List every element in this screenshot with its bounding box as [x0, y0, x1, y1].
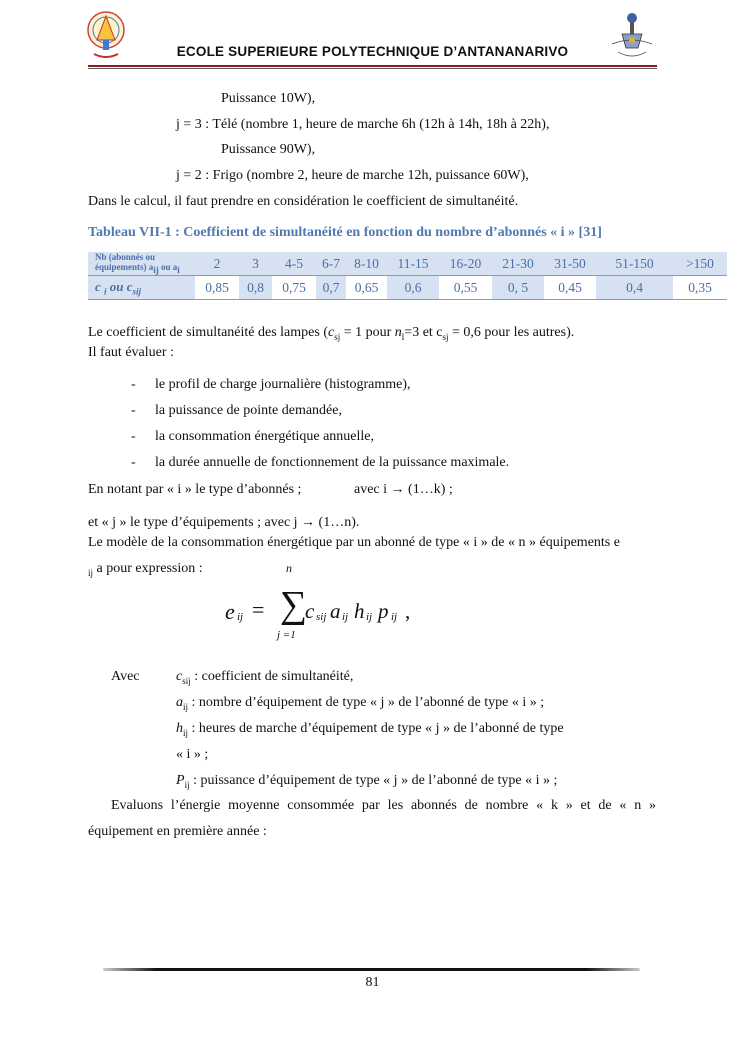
table-header-cell: 3	[239, 252, 272, 276]
header-label-line1: Nb (abonnés ou	[95, 252, 156, 263]
table-value-cell: 0,45	[544, 276, 596, 300]
line-frigo: j = 2 : Frigo (nombre 2, heure de marche 12h, puissance 60W),	[176, 168, 529, 183]
formula-lhs: e	[225, 599, 235, 624]
table-header-cell: 31-50	[544, 252, 596, 276]
bullet-item: le profil de charge journalière (histogramme),	[155, 377, 411, 392]
coefficient-table	[88, 252, 727, 300]
para-notant: En notant par « i » le type d’abonnés ;	[88, 482, 302, 497]
formula-h: h	[354, 599, 365, 623]
header-label-mid: ou a	[158, 262, 178, 273]
value-label-c: c	[95, 278, 105, 294]
symbol-a: a	[176, 695, 183, 710]
symbol-sub: ij	[88, 567, 94, 578]
header-rule-red	[88, 65, 657, 67]
para-evaluer: Il faut évaluer :	[88, 345, 174, 360]
line-puissance-10w: Puissance 10W),	[221, 91, 316, 106]
value-label-sub-sij: sij	[132, 286, 142, 297]
table-header-cell: 11-15	[387, 252, 439, 276]
table-value-cell: 0,6	[387, 276, 439, 300]
def-text: : nombre d’équipement de type « j » de l’abonné de type « i » ;	[188, 695, 545, 710]
school-title: ECOLE SUPERIEURE POLYTECHNIQUE D’ANTANANARIVO	[176, 44, 569, 59]
formula-lower: j =1	[277, 629, 296, 641]
table-value-cell: 0,35	[673, 276, 727, 300]
value-label-cell	[88, 276, 195, 300]
bullet-dash: -	[131, 455, 136, 470]
header-rule-dark	[88, 68, 657, 69]
symbol-p: P	[176, 773, 185, 788]
bullet-item: la puissance de pointe demandée,	[155, 403, 342, 418]
table-header-cell: 6-7	[316, 252, 346, 276]
value-label-sub-i: i	[104, 286, 107, 297]
bullet-item: la durée annuelle de fonctionnement de la puissance maximale.	[155, 455, 510, 470]
value-label-ou: ou c	[106, 278, 133, 294]
symbol-sub: sij	[182, 675, 191, 686]
symbol-sub: sj	[334, 331, 341, 342]
def-h	[176, 720, 564, 742]
table-header-cell: 51-150	[596, 252, 673, 276]
para-text: =3 et c	[404, 325, 443, 340]
def-text: : heures de marche d’équipement de type « j » de l’abonné de type	[188, 721, 564, 736]
formula-c-sub: sij	[316, 611, 327, 623]
bullet-item: la consommation énergétique annuelle,	[155, 429, 375, 444]
formula-upper: n	[286, 561, 292, 575]
symbol-sub: ij	[184, 779, 190, 790]
symbol-h: h	[176, 721, 183, 736]
table-caption: Tableau VII-1 : Coefficient de simultanéité en fonction du nombre d’abonnés « i » [31]	[88, 225, 602, 240]
line-tele: j = 3 : Télé (nombre 1, heure de marche 6h (12h à 14h, 18h à 22h),	[176, 117, 550, 132]
header-label-sub-i: i	[177, 264, 180, 275]
defs-avec: Avec	[111, 669, 140, 684]
def-p	[176, 772, 557, 794]
symbol-sub: ij	[183, 727, 189, 738]
formula-a: a	[330, 599, 341, 623]
formula-a-sub: ij	[342, 611, 349, 623]
table-header-cell: 4-5	[272, 252, 316, 276]
bullet-dash: -	[131, 429, 136, 444]
header-label-line2: équipements) a	[95, 262, 154, 273]
para-coef-lampes	[88, 324, 574, 346]
para-j-type: et « j » le type d’équipements ; avec j → (1…n).	[88, 515, 360, 530]
table-header-cell: 16-20	[439, 252, 492, 276]
table-header-cell: 8-10	[346, 252, 387, 276]
formula-comma: ,	[405, 599, 411, 623]
def-text: : puissance d’équipement de type « j » de l’abonné de type « i » ;	[189, 773, 558, 788]
formula-p-sub: ij	[391, 611, 398, 623]
table-value-cell: 0,75	[272, 276, 316, 300]
table-value-cell: 0,8	[239, 276, 272, 300]
page-number: 81	[365, 975, 380, 990]
table-value-cell: 0,65	[346, 276, 387, 300]
formula-p: p	[378, 599, 389, 623]
symbol-c: c	[327, 325, 335, 340]
symbol-sub: sj	[442, 331, 449, 342]
line-coef-intro: Dans le calcul, il faut prendre en considération le coefficient de simultanéité.	[88, 194, 519, 209]
para-text: a pour expression :	[93, 561, 203, 576]
def-a	[176, 694, 544, 716]
symbol-sub: ij	[183, 701, 189, 712]
table-value-cell: 0,55	[439, 276, 492, 300]
para-avec-i: avec i → (1…k) ;	[354, 482, 453, 497]
closing-line2: équipement en première année :	[88, 824, 267, 839]
para-expression	[88, 560, 203, 582]
formula-h-sub: ij	[366, 611, 373, 623]
table-header-cell: 2	[195, 252, 239, 276]
formula-c: c	[305, 599, 315, 623]
table-value-cell: 0, 5	[492, 276, 544, 300]
header-label-sub-ij: ij	[153, 264, 159, 275]
bullet-dash: -	[131, 403, 136, 418]
footer-rule	[103, 968, 640, 971]
table-header-row	[88, 252, 727, 276]
def-h-cont: « i » ;	[176, 747, 209, 762]
symbol-c: c	[176, 669, 183, 684]
para-text: = 0,6 pour les autres).	[448, 325, 575, 340]
formula-lhs-sub: ij	[237, 611, 244, 623]
def-text: : coefficient de simultanéité,	[190, 669, 354, 684]
line-puissance-90w: Puissance 90W),	[221, 142, 316, 157]
table-value-row	[88, 276, 727, 300]
table-value-cell: 0,4	[596, 276, 673, 300]
symbol-sub: l	[401, 331, 405, 342]
symbol-n: n	[394, 325, 402, 340]
energy-formula	[225, 561, 425, 641]
def-c	[176, 668, 353, 690]
table-header-cell: >150	[673, 252, 727, 276]
table-header-cell: 21-30	[492, 252, 544, 276]
table-value-cell: 0,85	[195, 276, 239, 300]
closing-line1: Evaluons l’énergie moyenne consommée par les abonnés de nombre « k » et de « n »	[111, 798, 656, 813]
para-modele: Le modèle de la consommation énergétique par un abonné de type « i » de « n » équipements e	[88, 535, 620, 550]
bullet-dash: -	[131, 377, 136, 392]
table-value-cell: 0,7	[316, 276, 346, 300]
formula-equals: =	[252, 597, 265, 622]
para-text: Le coefficient de simultanéité des lampes (	[88, 325, 328, 340]
header-label-cell	[88, 252, 195, 276]
para-text: = 1 pour	[340, 325, 395, 340]
formula-sigma: ∑	[280, 584, 308, 626]
